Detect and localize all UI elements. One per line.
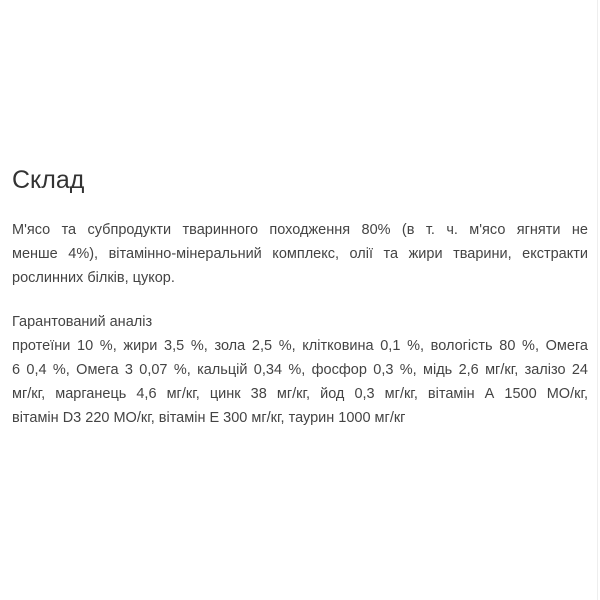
scroll-edge-divider: [597, 0, 598, 600]
analysis-line: 6 0,4 %, Омега 3 0,07 %, кальцій 0,34 %, фосфор 0,3 %, мідь 2,6 мг/кг, залізо 24: [12, 362, 588, 378]
composition-heading: Склад: [12, 166, 85, 194]
composition-line: М'ясо та субпродукти тваринного походження 80% (в т. ч. м'ясо ягняти не: [12, 222, 588, 238]
analysis-line: протеїни 10 %, жири 3,5 %, зола 2,5 %, клітковина 0,1 %, вологість 80 %, Омега: [12, 338, 588, 354]
composition-line: менше 4%), вітамінно-мінеральний комплекс, олії та жири тварини, екстракти: [12, 246, 588, 262]
composition-text: [12, 218, 588, 290]
analysis-text: [12, 334, 588, 430]
analysis-line: вітамін D3 220 МО/кг, вітамін Е 300 мг/кг, таурин 1000 мг/кг: [12, 410, 406, 426]
analysis-line: мг/кг, марганець 4,6 мг/кг, цинк 38 мг/кг, йод 0,3 мг/кг, вітамін А 1500 МО/кг,: [12, 386, 588, 402]
analysis-heading: Гарантований аналіз: [12, 314, 153, 330]
composition-line: рослинних білків, цукор.: [12, 270, 175, 286]
